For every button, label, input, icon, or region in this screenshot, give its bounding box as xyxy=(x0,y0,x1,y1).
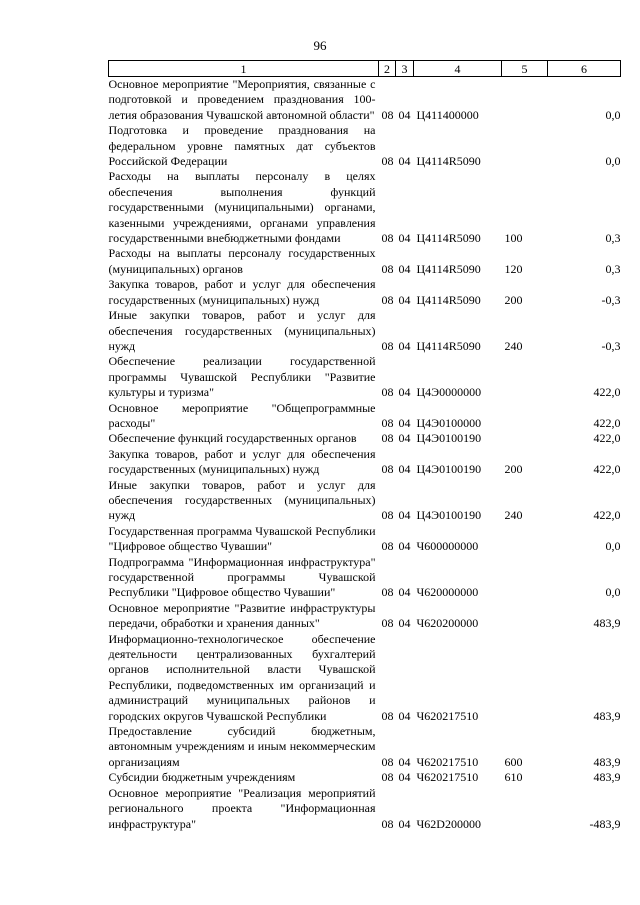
row-amount-cell: 0,3 xyxy=(605,231,621,246)
row-target-article-cell: Ц4Э0100190 xyxy=(416,508,482,523)
row-subsection-cell: 04 xyxy=(398,708,411,723)
row-name-cell: Субсидии бюджетным учреждениям xyxy=(108,770,296,785)
row-amount-cell: -0,3 xyxy=(601,338,621,353)
row-amount-cell: 0,0 xyxy=(605,154,621,169)
row-name-cell: Закупка товаров, работ и услуг для обеспечения государственных (муниципальных) нужд xyxy=(108,446,376,477)
row-name-cell: Основное мероприятие "Реализация мероприятий регионального проекта "Информационная инфраструктура" xyxy=(108,785,376,831)
row-name-cell: Основное мероприятие "Общепрограммные расходы" xyxy=(108,400,376,430)
row-amount-cell: -0,3 xyxy=(601,292,621,307)
row-expense-type-cell xyxy=(502,431,548,446)
row-section-cell: 08 xyxy=(381,292,394,307)
row-name-cell: Основное мероприятие "Развитие инфраструктуры передачи, обработки и хранения данных" xyxy=(108,600,376,631)
row-target-article-cell: Ц4114R5090 xyxy=(416,338,481,353)
row-name-cell: Расходы на выплаты персоналу государственных (муниципальных) органов xyxy=(108,246,376,276)
row-section-cell: 08 xyxy=(381,231,394,246)
row-amount-cell: 0,3 xyxy=(605,261,621,276)
row-subsection-cell: 04 xyxy=(398,462,411,477)
row-expense-type-cell: 240 xyxy=(504,508,523,523)
row-amount-cell: 0,0 xyxy=(605,539,621,554)
row-amount-cell: -483,9 xyxy=(589,816,621,831)
row-target-article-cell: Ч600000000 xyxy=(416,539,479,554)
row-expense-type-cell: 240 xyxy=(504,338,523,353)
row-name-cell: Иные закупки товаров, работ и услуг для обеспечения государственных (муниципальных) нужд xyxy=(108,477,376,523)
row-name-cell: Обеспечение функций государственных органов xyxy=(108,431,357,446)
row-section-cell: 08 xyxy=(381,415,394,430)
row-name-cell: Иные закупки товаров, работ и услуг для обеспечения государственных (муниципальных) нужд xyxy=(108,308,376,353)
row-section-cell: 08 xyxy=(381,616,394,631)
row-expense-type-cell xyxy=(502,524,548,555)
row-subsection-cell: 04 xyxy=(398,107,411,122)
row-target-article-cell: Ц4Э0100190 xyxy=(416,462,482,477)
row-target-article-cell: Ц4Э0100000 xyxy=(416,415,482,430)
row-name-cell: Расходы на выплаты персоналу в целях обеспечения выполнения функций государственными (муниципальными) органами, казенными учреждениями, органами управления государственными внебюджетными фондами xyxy=(108,169,376,246)
row-name-cell: Предоставление субсидий бюджетным, автономным учреждениям и иным некоммерческим организациям xyxy=(108,724,376,769)
row-name-cell: Подготовка и проведение празднования на федеральном уровне памятных дат субъектов Российской Федерации xyxy=(108,123,376,169)
row-name-cell: Основное мероприятие "Мероприятия, связанные с подготовкой и проведением празднования 100-летия образования Чувашской автономной области" xyxy=(108,77,376,122)
table-row xyxy=(109,724,621,770)
row-expense-type-cell xyxy=(502,632,548,724)
row-amount-cell: 422,0 xyxy=(593,415,621,430)
row-amount-cell: 422,0 xyxy=(593,431,621,446)
row-target-article-cell: Ч620217510 xyxy=(416,770,479,785)
column-header: 6 xyxy=(548,61,621,77)
row-name-cell: Подпрограмма "Информационная инфраструктура" государственной программы Чувашской Республики "Цифровое общество Чувашии" xyxy=(108,554,376,600)
row-name-cell: Обеспечение реализации государственной программы Чувашской Республики "Развитие культуры и туризма" xyxy=(108,354,376,400)
row-section-cell: 08 xyxy=(381,261,394,276)
row-subsection-cell: 04 xyxy=(398,415,411,430)
row-expense-type-cell xyxy=(502,601,548,632)
table-row xyxy=(109,308,621,354)
row-expense-type-cell xyxy=(502,123,548,169)
table-row xyxy=(109,447,621,478)
row-expense-type-cell: 600 xyxy=(504,754,523,769)
row-amount-cell: 422,0 xyxy=(593,462,621,477)
column-header: 3 xyxy=(396,61,414,77)
row-expense-type-cell: 120 xyxy=(504,261,523,276)
table-row xyxy=(109,354,621,400)
row-target-article-cell: Ч62D200000 xyxy=(416,816,481,831)
page-number: 96 xyxy=(313,38,327,53)
row-subsection-cell: 04 xyxy=(398,431,411,446)
row-amount-cell: 483,9 xyxy=(593,754,621,769)
row-section-cell: 08 xyxy=(381,816,394,831)
header-row xyxy=(109,61,621,77)
row-subsection-cell: 04 xyxy=(398,539,411,554)
row-target-article-cell: Ц4114R5090 xyxy=(416,154,481,169)
row-target-article-cell: Ч620000000 xyxy=(416,585,479,600)
row-expense-type-cell xyxy=(502,555,548,601)
row-section-cell: 08 xyxy=(381,585,394,600)
table-row xyxy=(109,431,621,446)
row-subsection-cell: 04 xyxy=(398,385,411,400)
row-amount-cell: 422,0 xyxy=(593,508,621,523)
row-section-cell: 08 xyxy=(381,431,394,446)
row-subsection-cell: 04 xyxy=(398,508,411,523)
row-amount-cell: 422,0 xyxy=(593,385,621,400)
column-header: 1 xyxy=(109,61,379,77)
row-section-cell: 08 xyxy=(381,754,394,769)
row-amount-cell: 483,9 xyxy=(593,616,621,631)
row-section-cell: 08 xyxy=(381,154,394,169)
row-target-article-cell: Ц4Э0000000 xyxy=(416,385,482,400)
row-subsection-cell: 04 xyxy=(398,770,411,785)
row-target-article-cell: Ц4114R5090 xyxy=(416,231,481,246)
row-target-article-cell: Ч620217510 xyxy=(416,754,479,769)
row-subsection-cell: 04 xyxy=(398,816,411,831)
row-subsection-cell: 04 xyxy=(398,231,411,246)
row-target-article-cell: Ц4114R5090 xyxy=(416,292,481,307)
table-row xyxy=(109,524,621,555)
row-expense-type-cell xyxy=(502,401,548,432)
table-row xyxy=(109,555,621,601)
row-subsection-cell: 04 xyxy=(398,261,411,276)
row-expense-type-cell: 610 xyxy=(504,770,523,785)
table-row xyxy=(109,786,621,832)
column-header: 5 xyxy=(502,61,548,77)
row-amount-cell: 483,9 xyxy=(593,770,621,785)
row-amount-cell: 0,0 xyxy=(605,107,621,122)
table-row xyxy=(109,401,621,432)
row-target-article-cell: Ц411400000 xyxy=(416,107,479,122)
row-amount-cell: 483,9 xyxy=(593,708,621,723)
row-expense-type-cell xyxy=(502,354,548,400)
row-subsection-cell: 04 xyxy=(398,338,411,353)
table-row xyxy=(109,277,621,308)
table-row xyxy=(109,632,621,724)
row-section-cell: 08 xyxy=(381,708,394,723)
row-expense-type-cell: 100 xyxy=(504,231,523,246)
budget-table xyxy=(108,60,621,832)
row-subsection-cell: 04 xyxy=(398,754,411,769)
row-section-cell: 08 xyxy=(381,385,394,400)
column-header: 2 xyxy=(379,61,396,77)
row-target-article-cell: Ц4Э0100190 xyxy=(416,431,482,446)
column-header: 4 xyxy=(414,61,502,77)
row-amount-cell: 0,0 xyxy=(605,585,621,600)
table-row xyxy=(109,601,621,632)
row-section-cell: 08 xyxy=(381,539,394,554)
row-name-cell: Закупка товаров, работ и услуг для обеспечения государственных (муниципальных) нужд xyxy=(108,277,376,307)
table-row xyxy=(109,770,621,785)
row-expense-type-cell xyxy=(502,77,548,124)
table-row xyxy=(109,246,621,277)
row-section-cell: 08 xyxy=(381,107,394,122)
row-expense-type-cell: 200 xyxy=(504,462,523,477)
table-row xyxy=(109,169,621,246)
row-subsection-cell: 04 xyxy=(398,154,411,169)
row-section-cell: 08 xyxy=(381,508,394,523)
row-target-article-cell: Ч620200000 xyxy=(416,616,479,631)
table-row xyxy=(109,123,621,169)
row-subsection-cell: 04 xyxy=(398,292,411,307)
table-row xyxy=(109,478,621,524)
row-target-article-cell: Ц4114R5090 xyxy=(416,261,481,276)
row-name-cell: Государственная программа Чувашской Республики "Цифровое общество Чувашии" xyxy=(108,523,376,554)
row-name-cell: Информационно-технологическое обеспечение деятельности централизованных бухгалтерий органов исполнительной власти Чувашской Республики, подведомственных им организаций и администраций муниципальных районов и городских округов Чувашской Республики xyxy=(108,631,376,723)
table-row xyxy=(109,77,621,124)
row-subsection-cell: 04 xyxy=(398,585,411,600)
row-target-article-cell: Ч620217510 xyxy=(416,708,479,723)
row-expense-type-cell xyxy=(502,786,548,832)
row-section-cell: 08 xyxy=(381,770,394,785)
row-section-cell: 08 xyxy=(381,462,394,477)
row-subsection-cell: 04 xyxy=(398,616,411,631)
table-body xyxy=(109,77,621,832)
row-section-cell: 08 xyxy=(381,338,394,353)
row-expense-type-cell: 200 xyxy=(504,292,523,307)
